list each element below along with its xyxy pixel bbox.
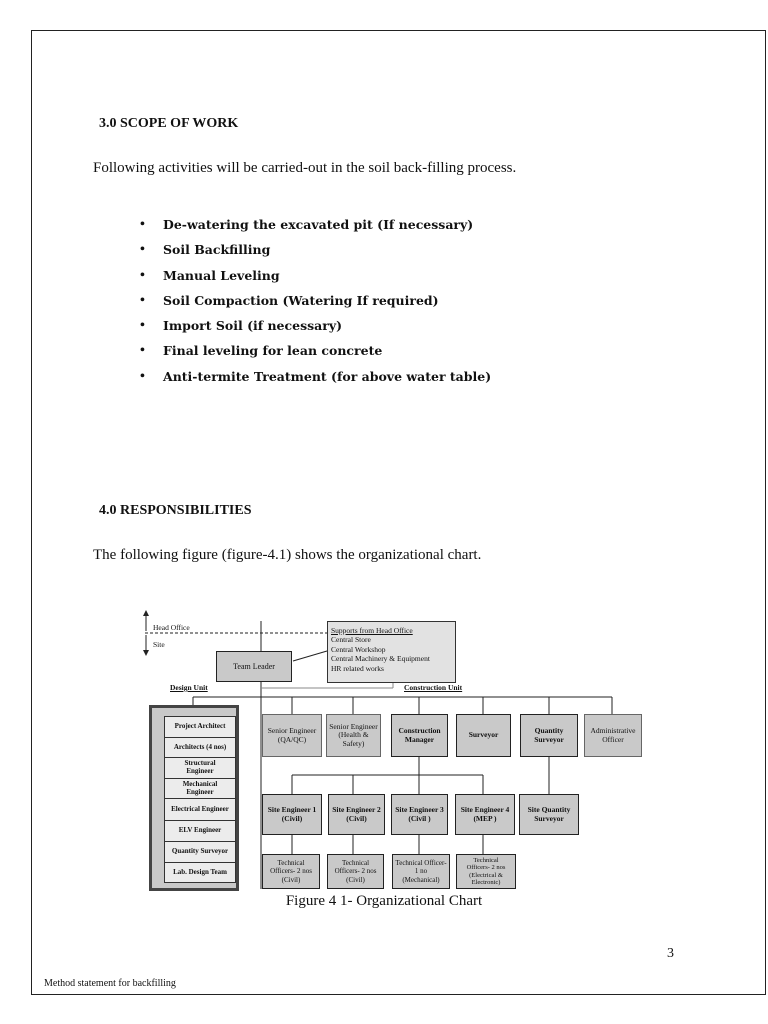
technical-officer-mechanical-box: Technical Officer- 1 no (Mechanical) <box>392 854 450 889</box>
quantity-surveyor-box: Quantity Surveyor <box>520 714 578 757</box>
head-office-label: Head Office <box>153 623 190 632</box>
scope-intro: Following activities will be carried-out in the soil back-filling process. <box>93 160 517 176</box>
design-team-member: Structural Engineer <box>165 758 235 779</box>
page-number: 3 <box>667 946 674 961</box>
bullet-icon: • <box>140 267 145 283</box>
administrative-officer-box: Administrative Officer <box>584 714 642 757</box>
design-team-member: Electrical Engineer <box>165 799 235 821</box>
figure-caption: Figure 4 1- Organizational Chart <box>285 893 483 909</box>
site-engineer-4-box: Site Engineer 4 (MEP ) <box>455 794 515 835</box>
footer-text: Method statement for backfilling <box>44 978 176 989</box>
scope-heading: 3.0 SCOPE OF WORK <box>99 116 239 131</box>
design-team-member: ELV Engineer <box>165 821 235 842</box>
list-item: • Anti-termite Treatment (for above water table) <box>140 364 491 389</box>
construction-unit-label: Construction Unit <box>404 683 463 692</box>
site-engineer-2-box: Site Engineer 2 (Civil) <box>328 794 385 835</box>
technical-officers-civil-2-box: Technical Officers- 2 nos (Civil) <box>327 854 384 889</box>
design-team-list <box>164 716 236 883</box>
bullet-icon: • <box>140 368 145 384</box>
list-item: • Soil Compaction (Watering If required) <box>140 288 491 313</box>
site-engineer-3-box: Site Engineer 3 (Civil ) <box>391 794 448 835</box>
design-team-member: Lab. Design Team <box>173 867 227 876</box>
construction-manager-box: Construction Manager <box>391 714 448 757</box>
organizational-chart <box>143 603 648 893</box>
design-unit-box <box>149 705 239 891</box>
bullet-icon: • <box>140 343 145 359</box>
activity-list <box>140 212 491 389</box>
bullet-icon: • <box>140 318 145 334</box>
support-item: Central Store <box>331 635 371 645</box>
technical-officers-electrical-box: Technical Officers- 2 nos (Electrical & Electronic) <box>456 854 516 889</box>
responsibilities-heading: 4.0 RESPONSIBILITIES <box>99 503 252 518</box>
list-item: • Soil Backfilling <box>140 237 491 262</box>
responsibilities-intro: The following figure (figure-4.1) shows the organizational chart. <box>93 547 482 563</box>
bullet-icon: • <box>140 292 145 308</box>
list-item: • De-watering the excavated pit (If necessary) <box>140 212 491 237</box>
design-unit-label: Design Unit <box>170 683 208 692</box>
technical-officers-civil-1-box: Technical Officers- 2 nos (Civil) <box>262 854 320 889</box>
surveyor-box: Surveyor <box>456 714 511 757</box>
site-quantity-surveyor-box: Site Quantity Surveyor <box>519 794 579 835</box>
team-leader-box: Team Leader <box>216 651 292 682</box>
site-label: Site <box>153 640 165 649</box>
bullet-icon: • <box>140 242 145 258</box>
list-item: • Manual Leveling <box>140 263 491 288</box>
bullet-icon: • <box>140 217 145 232</box>
design-team-member: Project Architect <box>165 717 235 738</box>
list-item: • Final leveling for lean concrete <box>140 338 491 363</box>
support-item: HR related works <box>331 663 384 673</box>
senior-engineer-hs-box: Senior Engineer (Health & Safety) <box>326 714 381 757</box>
list-item: • Import Soil (if necessary) <box>140 313 491 338</box>
support-item: Central Workshop <box>331 644 386 654</box>
head-office-supports-box <box>327 621 456 683</box>
supports-title: Supports from Head Office <box>331 626 413 635</box>
design-team-member: Mechanical Engineer <box>165 779 235 799</box>
senior-engineer-qaqc-box: Senior Engineer (QA/QC) <box>262 714 322 757</box>
design-team-member: Architects (4 nos) <box>165 738 235 758</box>
support-item: Central Machinery & Equipment <box>331 654 430 664</box>
site-engineer-1-box: Site Engineer 1 (Civil) <box>262 794 322 835</box>
design-team-member: Quantity Surveyor <box>165 842 235 863</box>
